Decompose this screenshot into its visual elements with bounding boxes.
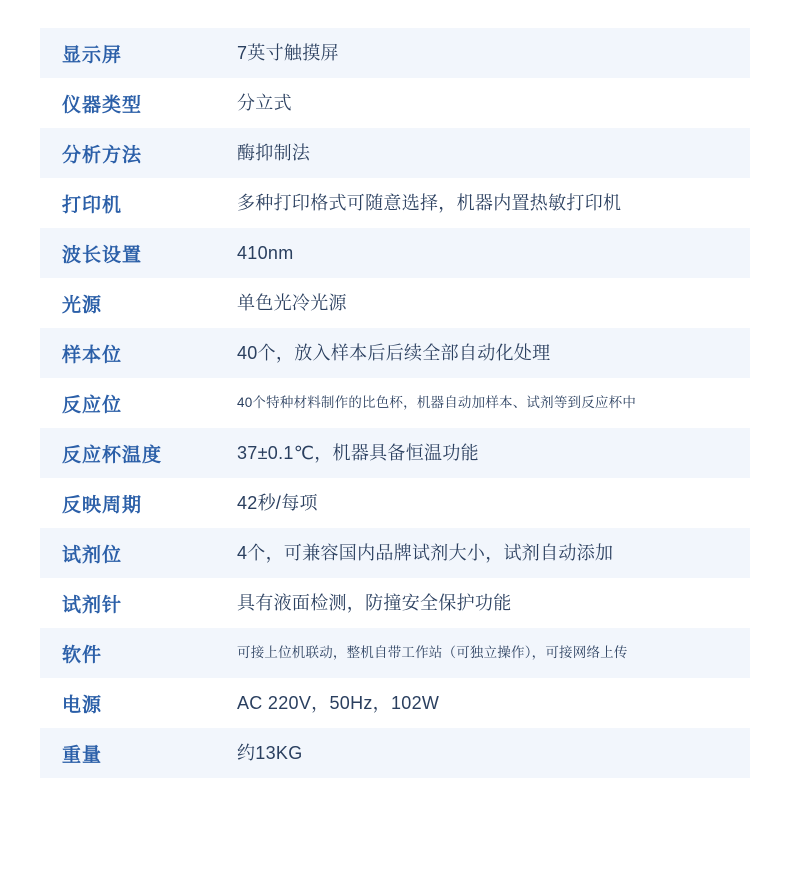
table-row [40, 728, 750, 778]
spec-value: 4个，可兼容国内品牌试剂大小，试剂自动添加 [237, 528, 750, 578]
spec-label: 反应位 [40, 378, 237, 428]
spec-value: 约13KG [237, 728, 750, 778]
table-row [40, 278, 750, 328]
table-row [40, 78, 750, 128]
spec-label: 反映周期 [40, 478, 237, 528]
spec-value: 40个，放入样本后后续全部自动化处理 [237, 328, 750, 378]
table-row [40, 378, 750, 428]
table-row [40, 578, 750, 628]
spec-value: 410nm [237, 228, 750, 278]
spec-label: 波长设置 [40, 228, 237, 278]
spec-value: AC 220V，50Hz，102W [237, 678, 750, 728]
table-row [40, 478, 750, 528]
table-row [40, 678, 750, 728]
table-row [40, 128, 750, 178]
table-row [40, 178, 750, 228]
table-row [40, 428, 750, 478]
spec-value: 40个特种材料制作的比色杯，机器自动加样本、试剂等到反应杯中 [237, 378, 750, 428]
table-row [40, 28, 750, 78]
spec-value: 分立式 [237, 78, 750, 128]
spec-value: 酶抑制法 [237, 128, 750, 178]
spec-label: 分析方法 [40, 128, 237, 178]
specification-table [40, 28, 750, 778]
spec-label: 打印机 [40, 178, 237, 228]
table-row [40, 228, 750, 278]
spec-label: 显示屏 [40, 28, 237, 78]
specification-table-body [40, 28, 750, 778]
table-row [40, 628, 750, 678]
spec-label: 试剂针 [40, 578, 237, 628]
spec-value: 多种打印格式可随意选择，机器内置热敏打印机 [237, 178, 750, 228]
spec-label: 试剂位 [40, 528, 237, 578]
spec-label: 样本位 [40, 328, 237, 378]
table-row [40, 528, 750, 578]
spec-label: 软件 [40, 628, 237, 678]
spec-label: 反应杯温度 [40, 428, 237, 478]
spec-value: 单色光冷光源 [237, 278, 750, 328]
spec-value: 37±0.1℃，机器具备恒温功能 [237, 428, 750, 478]
spec-value: 7英寸触摸屏 [237, 28, 750, 78]
spec-label: 仪器类型 [40, 78, 237, 128]
spec-label: 电源 [40, 678, 237, 728]
spec-label: 光源 [40, 278, 237, 328]
table-row [40, 328, 750, 378]
spec-label: 重量 [40, 728, 237, 778]
spec-value: 可接上位机联动，整机自带工作站（可独立操作），可接网络上传 [237, 628, 750, 678]
spec-value: 具有液面检测，防撞安全保护功能 [237, 578, 750, 628]
spec-value: 42秒/每项 [237, 478, 750, 528]
